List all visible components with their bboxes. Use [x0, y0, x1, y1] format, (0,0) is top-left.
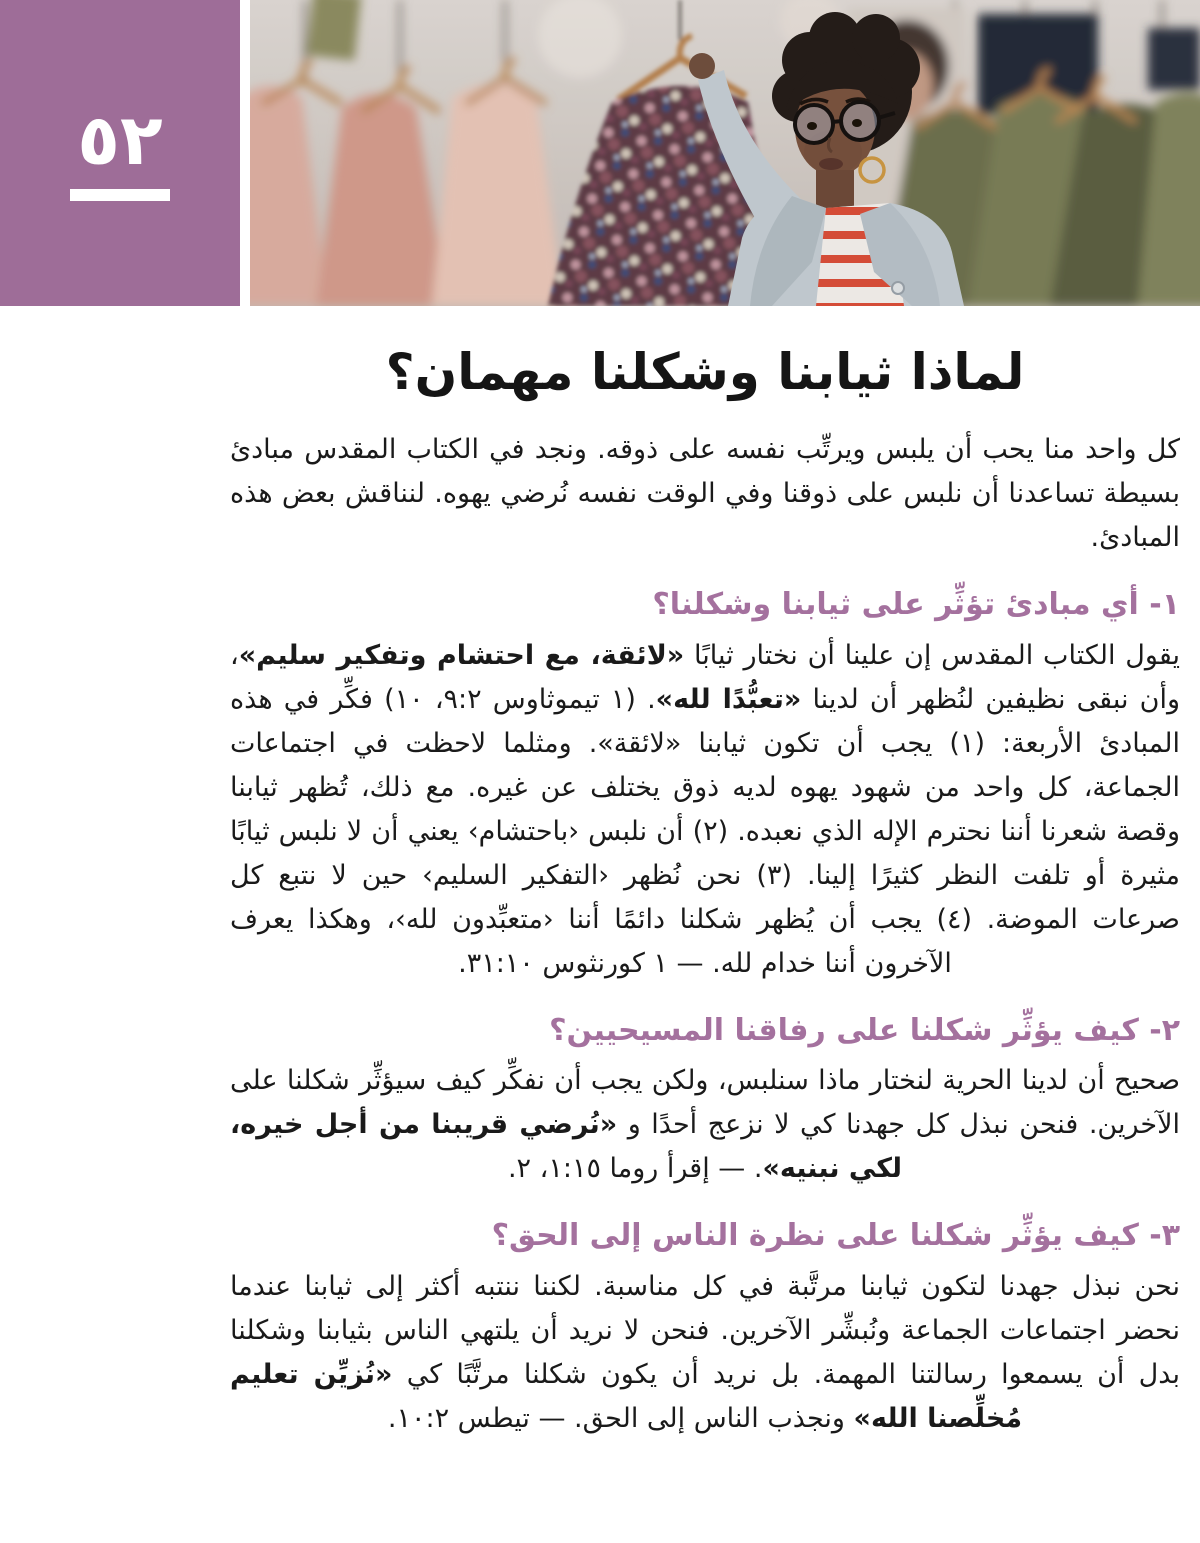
intro-paragraph: كل واحد منا يحب أن يلبس ويرتِّب نفسه على ذوقه. ونجد في الكتاب المقدس مبادئ بسيطة تساعدنا أن نلبس على ذوقنا وفي الوقت نفسه نُرضي يهوه. لنناقش بعض هذه المبادئ.	[230, 434, 1180, 553]
header-divider	[240, 0, 250, 306]
header-photo	[250, 0, 1200, 306]
section-3-heading: ٣- كيف يؤثِّر شكلنا على نظرة الناس إلى الحق؟	[491, 1218, 1180, 1253]
section-1-heading: ١- أي مبادئ تؤثِّر على ثيابنا وشكلنا؟	[652, 587, 1180, 622]
section-2-heading: ٢- كيف يؤثِّر شكلنا على رفاقنا المسيحيين؟	[549, 1012, 1180, 1048]
article-title: لماذا ثيابنا وشكلنا مهمان؟	[385, 343, 1025, 401]
clothes-shopping-illustration	[250, 0, 1200, 306]
section-2-paragraph: صحيح أن لدينا الحرية لنختار ماذا سنلبس، ولكن يجب أن نفكِّر كيف سيؤثِّر شكلنا على الآخرين. فنحن نبذل كل جهدنا كي لا نزعج أحدًا و «نُرضي قريبنا من أجل خيره، لكي نبنيه». — إقرأ روما ١:١٥، ٢.	[230, 1065, 1180, 1184]
section-3-paragraph: نحن نبذل جهدنا لتكون ثيابنا مرتَّبة في كل مناسبة. لكننا ننتبه أكثر إلى ثيابنا عندما نحضر اجتماعات الجماعة ونُبشِّر الآخرين. فنحن لا نريد أن يلتهي الناس بثيابنا وشكلنا بدل أن يسمعوا رسالتنا المهمة. بل نريد أن يكون شكلنا مرتَّبًا كي «نُزيِّن تعليم مُخلِّصنا الله» ونجذب الناس إلى الحق. — تيطس ١٠:٢.	[230, 1270, 1180, 1434]
section-1	[230, 586, 1180, 986]
section-2	[230, 1012, 1180, 1192]
page-header	[0, 0, 1200, 306]
section-1-paragraph: يقول الكتاب المقدس إن علينا أن نختار ثيابًا «لائقة، مع احتشام وتفكير سليم»، وأن نبقى نظيفين لنُظهر أن لدينا «تعبُّدًا لله». (١ تيموثاوس ٩:٢، ١٠) فكِّر في هذه المبادئ الأربعة: (١) يجب أن تكون ثيابنا «لائقة». ومثلما لاحظت في اجتماعات الجماعة، كل واحد من شهود يهوه لديه ذوق يختلف عن غيره. مع ذلك، تُظهر ثيابنا وقصة شعرنا أننا نحترم الإله الذي نعبده. (٢) أن نلبس ‹باحتشام› يعني أن لا نلبس ثيابًا مثيرة أو تلفت النظر كثيرًا إلينا. (٣) نحن نُظهر ‹التفكير السليم› حين لا نتبع كل صرعات الموضة. (٤) يجب أن يُظهر شكلنا دائمًا أننا ‹متعبِّدون لله›، وهكذا يعرف الآخرون أننا خدام لله. — ١ كورنثوس ٣١:١٠.	[230, 639, 1181, 979]
page-number-underline	[70, 189, 170, 201]
page-number-box	[0, 0, 240, 306]
section-3	[230, 1217, 1180, 1441]
page-number: ٥٢	[77, 99, 163, 181]
article-body	[230, 342, 1180, 1441]
